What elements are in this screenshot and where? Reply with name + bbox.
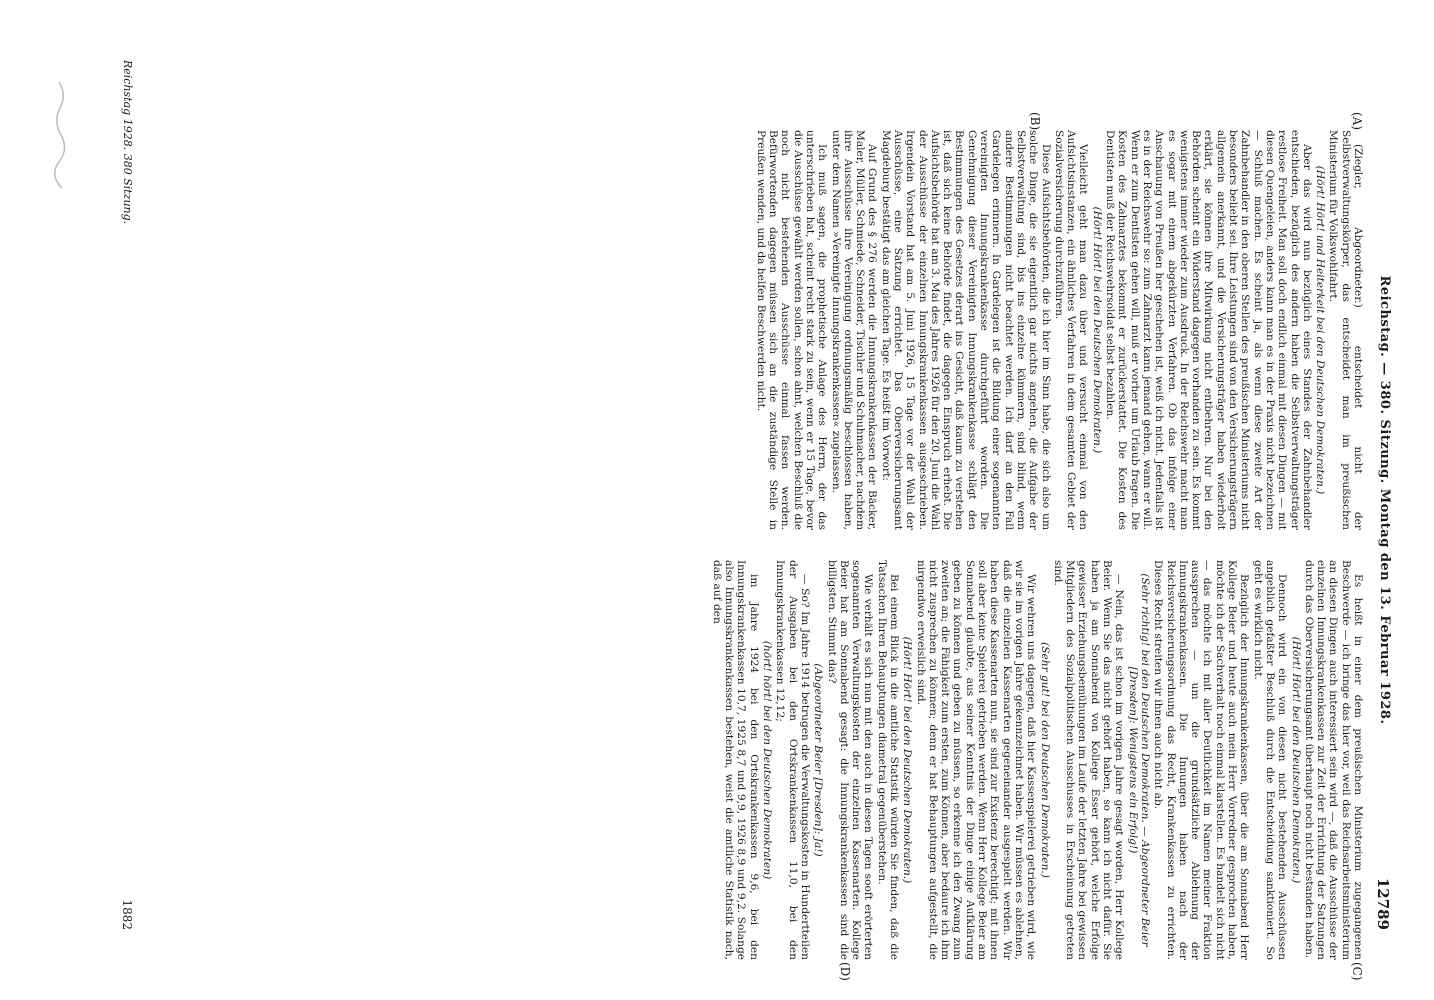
margin-marker-a: (A) [1350, 112, 1364, 131]
paragraph: — Nein, das ist schon im vorigen Jahre gesagt worden, Herr Kollege Beier. Wenn Sie das nicht gehört haben, so kann ich nicht dafür. Sie haben ja am Sonnabend von Kollege Esser gehört, welche Erfolge gewisser Erziehungsbemühungen im Laufe der letzten Jahre bei gewissen Mitgliedern des Sozialpolitischen Ausschusses in Erscheinung getreten sind. [1051, 560, 1126, 960]
interjection: (Hört! Hört! bei den Deutschen Demokraten.) [1090, 206, 1103, 454]
paragraph: Wie verhält es sich nun mit den auch in diesen Tagen sooft erörterten sogenannten Verwaltungskosten der einzelnen Kassenarten. Kollege Beier hat am Sonnabend gesagt: die Innungskrankenkassen sind die billigsten. Stimmt das? [825, 560, 875, 960]
margin-marker-b: (B) [1028, 112, 1042, 131]
paragraph: (Ziegler, Abgeordneter.) entscheidet nicht der Selbstverwaltungskörper, das entscheidet man im preußischen Ministerium für Volkswohlfahrt. [1327, 130, 1364, 530]
footer-number: 1882 [120, 899, 134, 930]
interjection: (Hört! Hört! bei den Deutschen Demokraten.) [1289, 636, 1302, 884]
paragraph: Bezüglich der Innungskrankenkassen, über die am Sonnabend Herr Kollege Beier und heute auch mein Herr Vorredner gesprochen haben, möchte ich der Sachverhalt noch einmal klarstellen. Es handelt sich nicht — das möchte ich mit aller Deutlichkeit im Namen meiner Fraktion aussprechen — um die grundsätzliche Ablehnung der Innungskrankenkassen. Die Innungen haben nach der Reichsversicherungsordnung das Recht, Krankenkassen zu errichten. Dieses Recht streiten wir ihnen auch nicht ab. [1152, 560, 1251, 960]
paragraph: Ich muß sagen, die prophetische Anlage des Herrn, der das unterschrieben hat, scheint recht stark zu sein, wenn er 15 Tage, bevor die Ausschüsse gewählt werden sollen, schon ahnt, welchen Beschluß die noch nicht bestehenden Ausschüsse einmal fassen werden. Befürwortenden dagegen müssen sich an die zuständige Stelle in Preußen wenden, und da helfen Beschwerden nicht. [754, 130, 829, 530]
footer-session: Reichstag 1928. 380 Sitzung. [121, 60, 134, 225]
paragraph: im Jahre 1924 bei den Ortskrankenkassen 9,6, bei den Innungskrankenkassen 10,7, 1925 8,7 und 9,9, 1926 8,9 und 9,2. Solange also Innungskrankenkassen bestehen, weist die amtliche Statistik nach, daß auf den [710, 560, 760, 960]
margin-marker-d: (D) [838, 962, 852, 981]
margin-marker-c: (C) [1350, 962, 1364, 981]
page-header: Reichstag. — 380. Sitzung. Montag den 13. Februar 1928. [1377, 275, 1392, 725]
page-number: 12789 [1374, 877, 1392, 930]
paragraph: Dennoch wird ein von diesen nicht bestehenden Ausschüssen angeblich gefaßter Beschluß durch die Entscheidung sanktioniert. So geht es wirklich nicht. [1251, 560, 1289, 960]
interjection: (Hört! Hört! und Heiterkeit bei den Deutschen Demokraten.) [1314, 165, 1327, 495]
library-stamp-icon [53, 80, 69, 190]
right-text-column [710, 560, 1364, 960]
paragraph: Vielleicht geht man dazu über und versucht einmal von den Aufsichtsinstanzen, ein ähnliches Verfahren in dem gesamten Gebiet der Sozialversicherung durchzuführen. [1052, 130, 1090, 530]
paragraph: Aber das wird nun bezüglich eines Standes der Zahnbehandler entschieden, bezüglich des andern haben die Selbstverwaltungsträger restlose Freiheit. Man soll doch endlich einmal mit diesen Dingen — mit diesen Quengeleien, anders kann man es in der Praxis nicht bezeichnen — Schluß machen. Es scheint ja, als wenn diese zweite Art der Zahnbehandler in den oberen Stellen des preußischen Ministeriums nicht besonders beliebt sei. Ihre Leistungen sind von den Versicherungsträgern allgemein anerkannt, und die Versicherungsträger haben wiederholt erklärt, sie können ihre Mitwirkung nicht entbehren. Nur bei den Behörden scheint ein Widerstand dagegen vorhanden zu sein. Es kommt wenigstens immer wieder zum Ausdruck. In der Reichswehr macht man es sogar mit einem abgekürzten Verfahren. Ob das infolge einer Anschauung von Preußen her geschehen ist, weiß ich nicht. Jedenfalls ist es in der Reichswehr so: zum Zahnarzt kann jemand gehen, wann er will. Wenn er zum Dentisten gehen will, muß er vorher um Urlaub fragen. Die Kosten des Zahnarztes bekommt er zurückerstattet. Die Kosten des Dentisten muß der Reichswehrsoldat selbst bezahlen. [1104, 130, 1313, 530]
interjection: (Sehr gut! bei den Deutschen Demokraten.) [1038, 642, 1051, 878]
interjection: (Sehr richtig! bei den Deutschen Demokraten. — Abgeordneter Beier [Dresden]: Wenigstens ein Erfolg!) [1126, 573, 1151, 947]
paragraph: Wir wehren uns dagegen, daß hier Kassenspielerei getrieben wird, wie wir sie im vorigen Jahre gekennzeichnet haben. Wir müssen es ablehnen, daß die einzelnen Kassenarten gegeneinander ausgespielt werden. Wir haben diese Kassenarten nun, sie sind zur Existenz berechtigt; mit ihnen soll aber keine Spielerei getrieben werden. Wenn Herr Kollege Beier am Sonnabend glaubte, aus seiner Kenntnis der Dinge einige Aufklärung geben zu können und geben zu müssen, so erkenne ich den Zwang zum zweiten an; die Fähigkeit zum ersten, zum Können, aber bedaure ich ihm nicht zusprechen zu können; denn er hat Behauptungen aufgestellt, die nirgendwo erweislich sind. [914, 560, 1038, 960]
paragraph: Es heißt in einer dem preußischen Ministerium zugegangenen Beschwerde — ich bringe das hier vor, weil das Reichsarbeitsministerium an diesen Dingen auch interessiert sein wird —, daß die Ausschüsse der einzelnen Innungskrankenkassen zur Zeit der Errichtung der Satzungen durch das Oberversicherungsamt überhaupt noch nicht bestanden haben. [1302, 560, 1364, 960]
quoted-paragraph: Auf Grund des § 276 werden die Innungskrankenkassen der Bäcker, Maler, Müller, Schmiede, Schneider, Tischler und Schuhmacher, nachdem ihre Ausschüsse ihre Vereinigung ordnungsmäßig beschlossen haben, unter dem Namen »Vereinigte Innungskrankenkassen« zugelassen. [829, 130, 879, 530]
paragraph: — So? Im Jahre 1914 betrugen die Verwaltungskosten in Hundertteilen der Ausgaben bei den Ortskrankenkassen 11,0, bei den Innungskrankenkassen 12,12; [774, 560, 811, 960]
paragraph: Bei einem Blick in die amtliche Statistik würden Sie finden, daß die Tatsachen Ihren Behauptungen diametral gegenüberstehen. [875, 560, 901, 960]
interjection: (Abgeordneter Beier [Dresden]: Ja!) [812, 663, 825, 857]
paragraph: Diese Aufsichtsbehörden, die ich hier im Sinn habe, die sich also um solche Dinge, die sie eigentlich gar nichts angehen, die Aufgabe der Selbstverwaltung sind, bis ins einzelne kümmern, sind blind, wenn andere Bestimmungen nicht beachtet werden. Ich darf an den Fall Gardelegen erinnern. In Gardelegen ist die Bildung einer sogenannten vereinigten Innungskrankenkasse durchgeführt worden. Die Genehmigung dieser Vereinigten Innungskrankenkasse schlägt den Bestimmungen des Gesetzes derart ins Gesicht, daß kaum zu verstehen ist, daß sich keine Behörde findet, die dagegen Einspruch erhebt. Die Aufsichtsbehörde hat am 3. Mai des Jahres 1926 für den 20. Juni die Wahl der Ausschüsse der einzelnen Innungskrankenkassen ausgeschrieben. Irgendein Vorstand hat am 5. Juni 1926, 15 Tage vor der Wahl der Ausschüsse, eine Satzung errichtet. Das Oberversicherungsamt Magdeburg bestätigt das am gleichen Tage. Es heißt im Vorwort: [879, 130, 1052, 530]
interjection: (hört! hört! bei den Deutschen Demokraten) [761, 640, 774, 880]
interjection: (Hört! Hört! bei den Deutschen Demokraten.) [901, 636, 914, 884]
left-text-column [753, 130, 1364, 530]
